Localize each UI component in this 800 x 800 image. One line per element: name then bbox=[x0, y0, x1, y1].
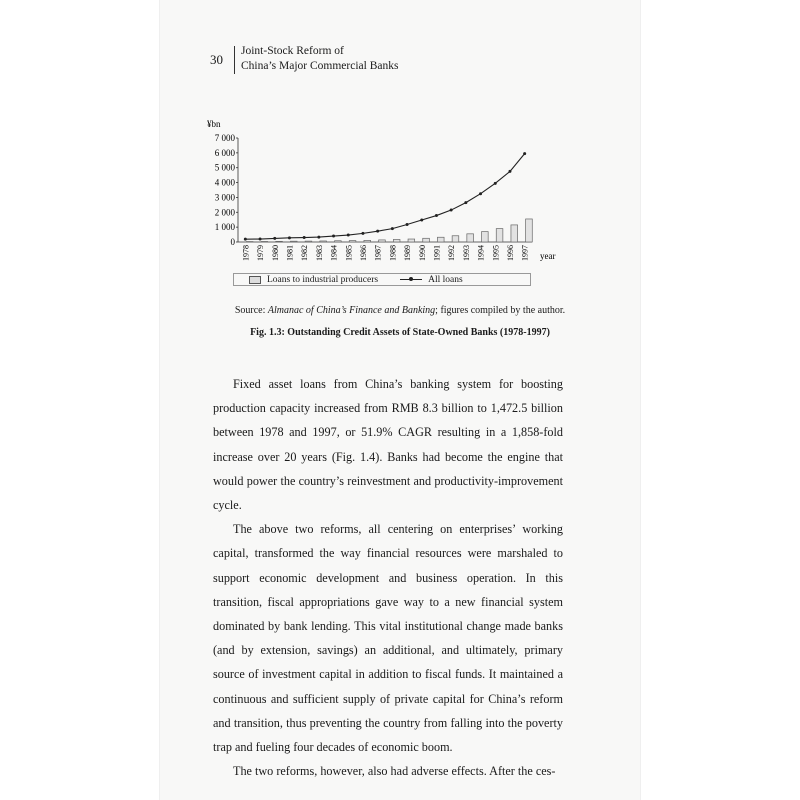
x-tick-label: 1989 bbox=[403, 245, 413, 261]
x-tick-label: 1981 bbox=[285, 245, 295, 261]
x-tick-label: 1984 bbox=[329, 245, 339, 261]
x-tick-label: 1987 bbox=[373, 245, 383, 261]
legend-item-line bbox=[400, 275, 463, 285]
bar bbox=[526, 219, 533, 242]
x-axis-label: year bbox=[540, 251, 556, 261]
line-point bbox=[420, 219, 423, 222]
y-tick-label: 0 bbox=[230, 237, 235, 247]
line-point bbox=[406, 223, 409, 226]
figure-caption: Fig. 1.3: Outstanding Credit Assets of State-Owned Banks (1978-1997) bbox=[250, 327, 550, 338]
y-tick-label: 7 000 bbox=[214, 133, 235, 143]
bar bbox=[511, 225, 518, 242]
running-title bbox=[241, 44, 398, 74]
source-title: Almanac of China’s Finance and Banking bbox=[267, 305, 436, 316]
x-tick-label: 1986 bbox=[358, 245, 368, 261]
line-point bbox=[288, 236, 291, 239]
line-point bbox=[317, 236, 320, 239]
line-point bbox=[332, 235, 335, 238]
bar bbox=[335, 241, 342, 242]
bar bbox=[423, 238, 430, 242]
line-point bbox=[347, 234, 350, 237]
bar bbox=[482, 232, 489, 242]
line-point bbox=[494, 182, 497, 185]
line-point bbox=[479, 192, 482, 195]
y-tick-label: 6 000 bbox=[214, 147, 235, 158]
x-tick-label: 1997 bbox=[520, 245, 530, 261]
y-tick-label: 5 000 bbox=[214, 162, 235, 173]
line-point bbox=[376, 230, 379, 233]
x-tick-label: 1985 bbox=[344, 245, 354, 261]
bar bbox=[379, 240, 386, 242]
source-suffix: ; figures compiled by the author. bbox=[435, 305, 566, 316]
all-loans-line bbox=[245, 154, 524, 240]
line-point bbox=[361, 232, 364, 235]
header-divider bbox=[234, 46, 235, 74]
bar bbox=[452, 236, 459, 242]
source-prefix: Source: bbox=[234, 305, 268, 316]
figure-source bbox=[230, 305, 570, 316]
y-axis-unit: ¥bn bbox=[207, 119, 221, 129]
bar bbox=[496, 229, 503, 242]
bar bbox=[408, 239, 415, 242]
line-point bbox=[508, 170, 511, 173]
line-point bbox=[450, 209, 453, 212]
bar bbox=[393, 239, 400, 242]
bar bbox=[261, 241, 268, 242]
line-point bbox=[523, 152, 526, 155]
x-tick-label: 1993 bbox=[461, 245, 471, 261]
chart-legend bbox=[233, 273, 531, 286]
x-tick-label: 1991 bbox=[432, 245, 442, 261]
line-point bbox=[259, 238, 262, 241]
line-point bbox=[244, 238, 247, 241]
x-tick-label: 1983 bbox=[314, 245, 324, 261]
x-tick-label: 1982 bbox=[300, 245, 310, 261]
bar bbox=[290, 241, 297, 242]
legend-label-bars: Loans to industrial producers bbox=[267, 274, 379, 285]
bar-swatch-icon bbox=[249, 276, 261, 284]
line-marker-icon bbox=[400, 279, 422, 280]
bar bbox=[437, 237, 444, 242]
credit-assets-chart bbox=[205, 112, 565, 267]
x-tick-label: 1990 bbox=[417, 245, 427, 261]
running-title-line2: China’s Major Commercial Banks bbox=[241, 60, 399, 72]
body-text bbox=[213, 372, 563, 783]
y-tick-label: 3 000 bbox=[214, 192, 235, 203]
x-tick-label: 1995 bbox=[491, 245, 501, 261]
paragraph: The two reforms, however, also had adverse effects. After the ces- bbox=[233, 764, 556, 779]
x-tick-label: 1979 bbox=[256, 245, 266, 261]
line-point bbox=[273, 237, 276, 240]
x-tick-label: 1996 bbox=[505, 245, 515, 261]
running-header bbox=[210, 44, 398, 74]
x-tick-label: 1980 bbox=[270, 245, 280, 261]
y-tick-label: 1 000 bbox=[214, 222, 235, 233]
page-number: 30 bbox=[210, 52, 223, 67]
x-tick-label: 1992 bbox=[447, 245, 457, 261]
legend-label-line: All loans bbox=[428, 274, 463, 285]
bar bbox=[320, 241, 327, 242]
bar bbox=[349, 241, 356, 242]
x-tick-label: 1988 bbox=[388, 245, 398, 261]
paragraph: The above two reforms, all centering on enterprises’ working capital, transformed the way financial resources were marshaled to support economic development and business operation. In this transition, fiscal appropriations gave way to a new financial system dominated by bank lending. This vital institutional change made banks (and by extension, savings) an additional, and ultimately, primary source of investment capital in addition to fiscal funds. It maintained a continuous and sufficient supply of private capital for China’s reform and transition, thus preventing the country from falling into the poverty trap and fueling four decades of economic boom. bbox=[213, 522, 563, 755]
line-point bbox=[391, 227, 394, 230]
y-tick-label: 4 000 bbox=[214, 177, 235, 188]
running-title-line1: Joint-Stock Reform of bbox=[241, 45, 344, 57]
line-point bbox=[303, 236, 306, 239]
bar bbox=[364, 240, 371, 242]
bar bbox=[467, 234, 474, 242]
legend-item-bars bbox=[249, 275, 378, 285]
line-point bbox=[464, 201, 467, 204]
y-tick-label: 2 000 bbox=[214, 207, 235, 218]
paragraph: Fixed asset loans from China’s banking system for boosting production capacity increased from RMB 8.3 billion to 1,472.5 billion between 1978 and 1997, or 51.9% CAGR resulting in a 1,858-fold increase over 20 years (Fig. 1.4). Banks had become the engine that would power the country’s reinvestment and productivity-improvement cycle. bbox=[213, 377, 563, 513]
x-tick-label: 1978 bbox=[241, 245, 251, 261]
bar bbox=[305, 241, 312, 242]
line-point bbox=[435, 214, 438, 217]
bar bbox=[276, 241, 283, 242]
x-tick-label: 1994 bbox=[476, 245, 486, 261]
